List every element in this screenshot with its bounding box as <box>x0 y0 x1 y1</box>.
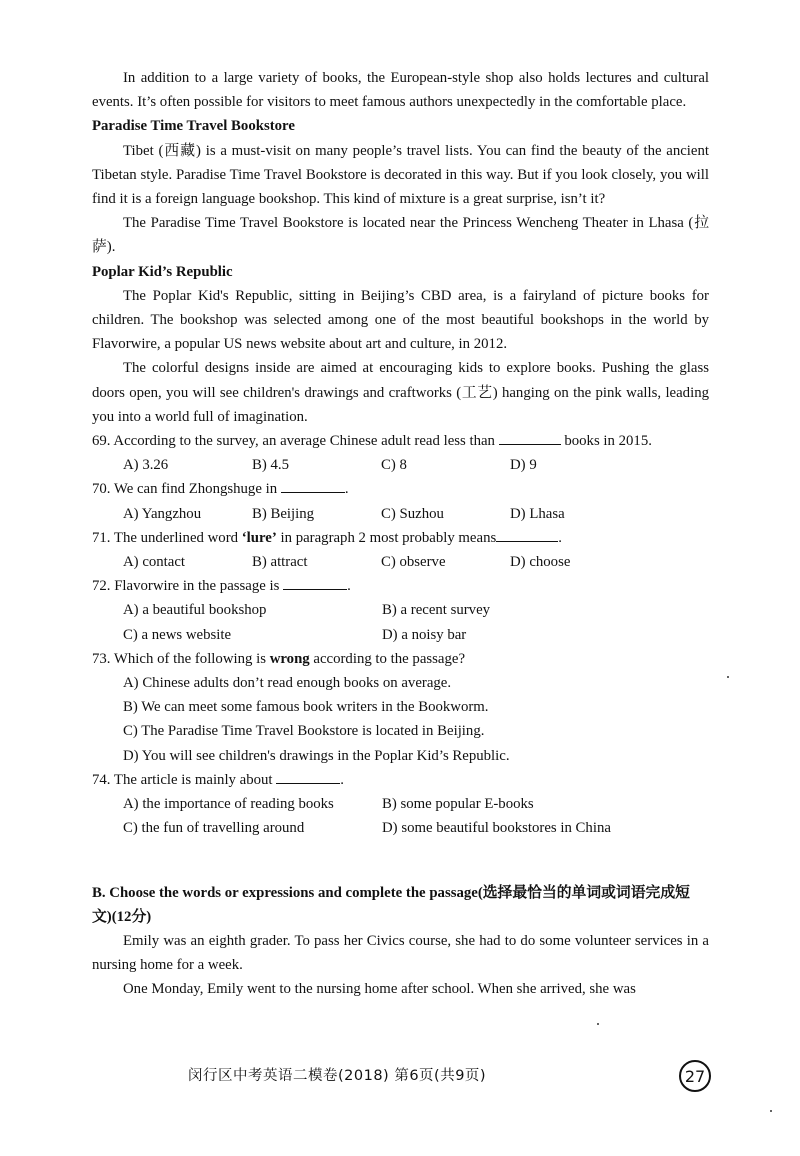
answer-blank-71[interactable] <box>496 527 558 542</box>
question-74-tail: . <box>340 771 344 788</box>
option-72-b[interactable]: B) a recent survey <box>382 602 491 619</box>
question-73-tail: according to the passage? <box>309 650 466 667</box>
option-71-a[interactable]: A) contact <box>123 554 186 571</box>
option-74-d[interactable]: D) some beautiful bookstores in China <box>382 820 611 837</box>
question-70-stem: 70. We can find Zhongshuge in <box>92 481 278 498</box>
question-73-word: wrong <box>269 650 310 667</box>
option-74-a[interactable]: A) the importance of reading books <box>123 796 334 813</box>
answer-blank-70[interactable] <box>281 478 345 493</box>
scan-speck <box>727 676 729 678</box>
option-74-c[interactable]: C) the fun of travelling around <box>123 820 305 837</box>
options-72-row-1 <box>92 598 709 622</box>
options-72-row-2 <box>92 623 709 647</box>
option-73-a[interactable]: A) Chinese adults don’t read enough books on average. <box>123 675 452 692</box>
option-70-a[interactable]: A) Yangzhou <box>123 505 202 522</box>
question-69 <box>92 429 709 453</box>
question-71-stem-end: in paragraph 2 most probably means <box>276 529 497 546</box>
question-71-word: ‘lure’ <box>241 529 277 546</box>
options-70 <box>92 502 709 526</box>
option-69-d[interactable]: D) 9 <box>510 457 537 474</box>
option-70-c[interactable]: C) Suzhou <box>381 505 444 522</box>
question-70 <box>92 477 709 501</box>
scan-speck <box>597 1023 599 1025</box>
option-74-b[interactable]: B) some popular E-books <box>382 796 534 813</box>
heading-paradise: Paradise Time Travel Bookstore <box>92 118 295 135</box>
option-73-b[interactable]: B) We can meet some famous book writers in the Bookworm. <box>123 699 489 716</box>
page-footer: 闵行区中考英语二模卷(2018) 第6页(共9页) <box>188 1068 487 1084</box>
question-70-tail: . <box>344 481 349 498</box>
question-73-stem: 73. Which of the following is <box>92 650 270 667</box>
scan-speck <box>770 1110 772 1112</box>
option-72-c[interactable]: C) a news website <box>123 626 232 643</box>
option-73-c[interactable]: C) The Paradise Time Travel Bookstore is located in Beijing. <box>123 723 485 740</box>
question-72-tail: . <box>347 578 351 595</box>
option-72-d[interactable]: D) a noisy bar <box>382 626 467 643</box>
section-b-paragraph-1: Emily was an eighth grader. To pass her Civics course, she had to do some volunteer services in a nursing home for a week. <box>92 932 709 974</box>
option-71-d[interactable]: D) choose <box>510 554 571 571</box>
options-71 <box>92 550 709 574</box>
question-71 <box>92 526 709 550</box>
question-74-stem: 74. The article is mainly about <box>92 771 273 788</box>
paragraph-bookworm: In addition to a large variety of books, the European-style shop also holds lectures and cultural events. It’s often possible for visitors to meet famous authors unexpectedly in the comfortable place. <box>92 70 709 111</box>
options-74-row-1 <box>92 792 709 816</box>
section-b-title: B. Choose the words or expressions and complete the passage(选择最恰当的单词或词语完成短文)(12分) <box>92 884 690 925</box>
options-74-row-2 <box>92 816 709 840</box>
option-69-a[interactable]: A) 3.26 <box>123 457 169 474</box>
question-72 <box>92 574 709 598</box>
option-71-c[interactable]: C) observe <box>381 554 446 571</box>
question-72-stem: 72. Flavorwire in the passage is <box>92 578 280 595</box>
question-73 <box>92 647 709 671</box>
paragraph-poplar-1: The Poplar Kid's Republic, sitting in Beijing’s CBD area, is a fairyland of picture books for children. The bookshop was selected among one of the most beautiful bookshops in the world by Flavorwire, a popular US news website about art and culture, in 2012. <box>92 287 709 353</box>
option-69-b[interactable]: B) 4.5 <box>252 457 289 474</box>
answer-blank-74[interactable] <box>276 769 340 784</box>
answer-blank-72[interactable] <box>283 575 347 590</box>
question-69-stem: 69. According to the survey, an average Chinese adult read less than <box>92 433 495 450</box>
option-70-b[interactable]: B) Beijing <box>252 505 315 522</box>
page-number-badge: 27 <box>679 1060 711 1092</box>
page-content <box>92 66 709 1002</box>
paragraph-poplar-2: The colorful designs inside are aimed at encouraging kids to explore books. Pushing the glass doors open, you will see children's drawings and craftworks (工艺) hanging on the pink walls, leading you into a world full of imagination. <box>92 360 709 425</box>
question-71-tail: . <box>558 529 562 546</box>
option-73-d[interactable]: D) You will see children's drawings in the Poplar Kid’s Republic. <box>123 747 510 764</box>
question-71-stem: 71. The underlined word <box>92 529 242 546</box>
options-69 <box>92 453 709 477</box>
paragraph-paradise-1: Tibet (西藏) is a must-visit on many people’s travel lists. You can find the beauty of the ancient Tibetan style. Paradise Time Travel Bookstore is decorated in this way. But if you look closely, you will find it is a foreign language bookshop. This kind of mixture is a great surprise, isn’t it? <box>92 142 709 208</box>
section-b-paragraph-2: One Monday, Emily went to the nursing home after school. When she arrived, she was <box>123 981 636 998</box>
question-69-tail: books in 2015. <box>564 433 652 450</box>
option-72-a[interactable]: A) a beautiful bookshop <box>123 602 267 619</box>
heading-poplar: Poplar Kid’s Republic <box>92 263 233 280</box>
option-69-c[interactable]: C) 8 <box>381 457 407 474</box>
question-74 <box>92 768 709 792</box>
answer-blank-69[interactable] <box>499 430 561 445</box>
option-70-d[interactable]: D) Lhasa <box>510 505 565 522</box>
paragraph-paradise-2: The Paradise Time Travel Bookstore is located near the Princess Wencheng Theater in Lhasa (拉萨). <box>92 215 709 256</box>
option-71-b[interactable]: B) attract <box>252 554 308 571</box>
